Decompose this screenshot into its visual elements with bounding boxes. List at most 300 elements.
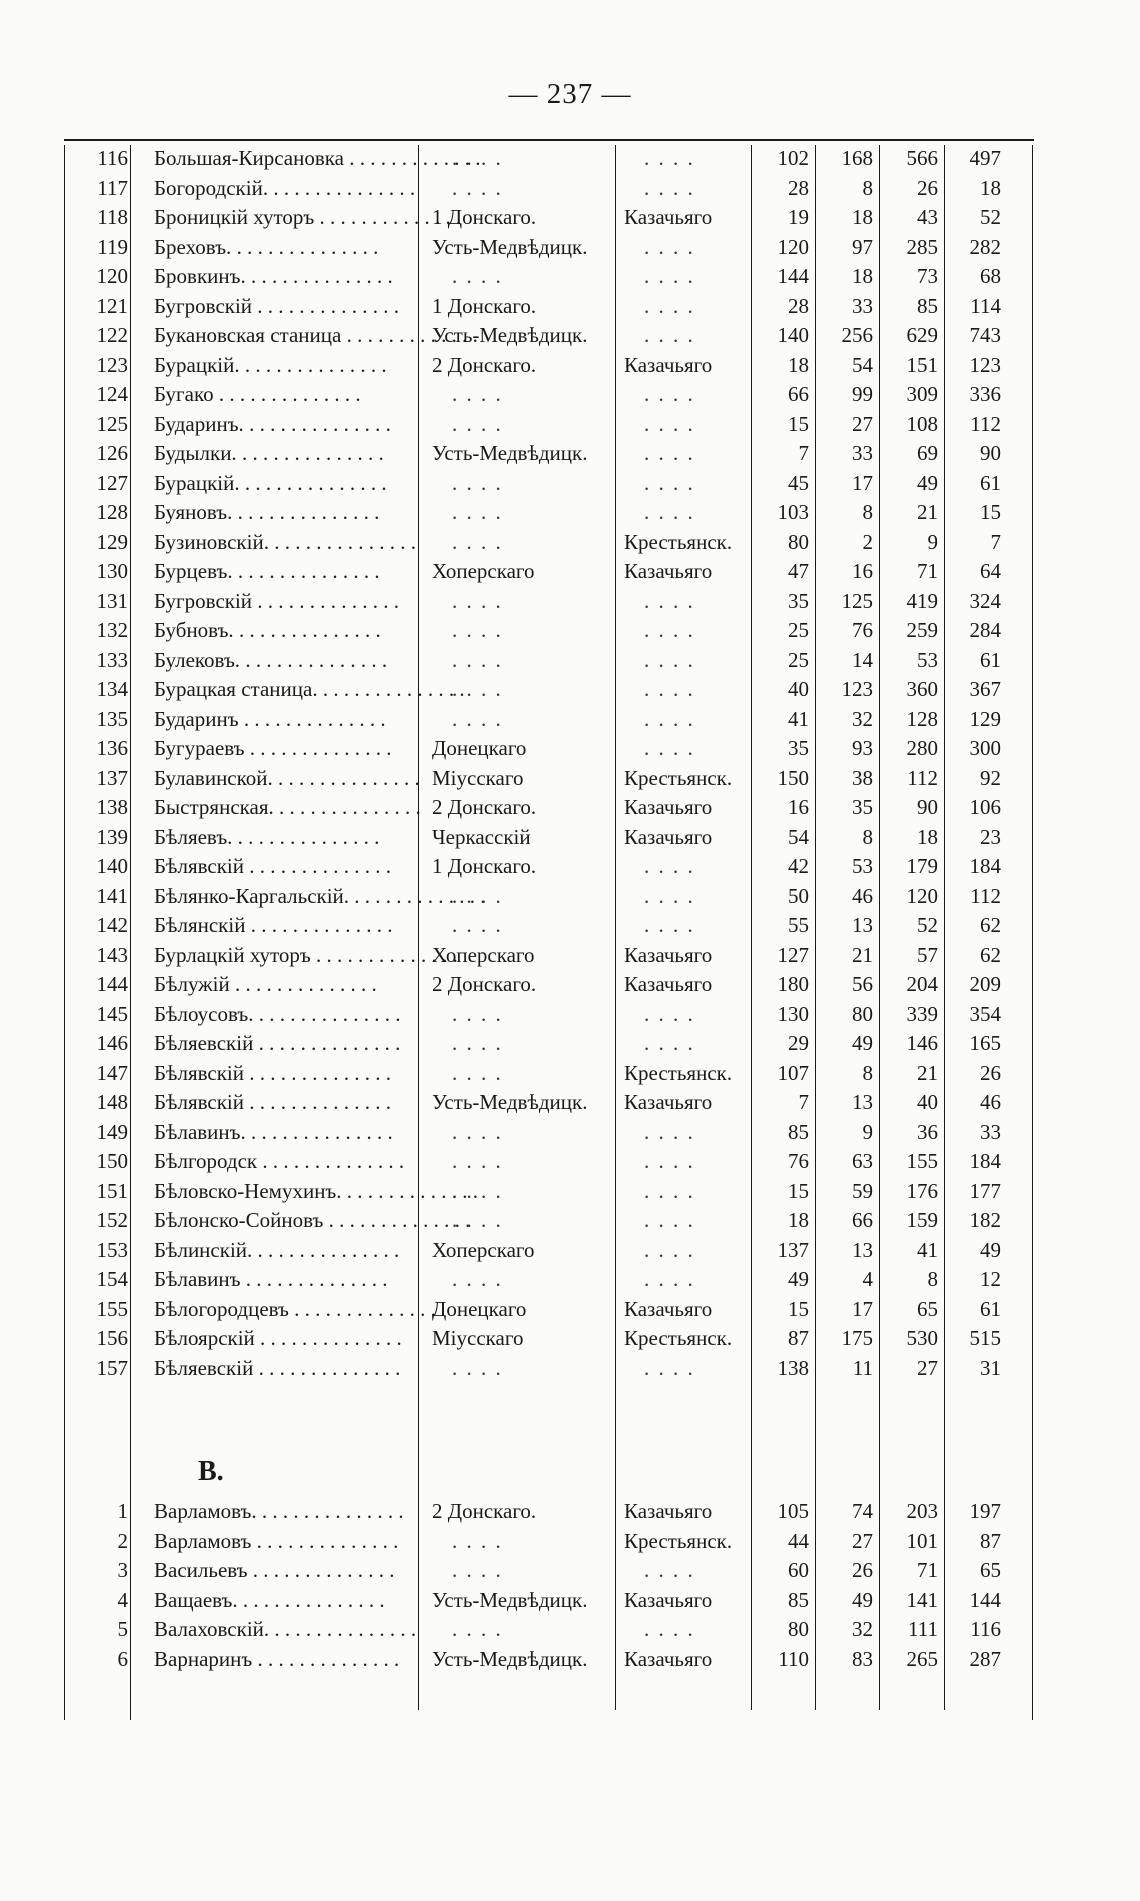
- table-row: [64, 1645, 1034, 1674]
- table-row: [64, 203, 1034, 232]
- settlement-name: Бударинъ . .: [154, 705, 484, 734]
- district: . . . .: [452, 1528, 503, 1553]
- value-2: 168: [841, 146, 873, 170]
- value-2: 33: [852, 293, 873, 318]
- value-1: 55: [788, 913, 809, 937]
- value-2: 46: [852, 883, 873, 908]
- estate-class: . . . .: [644, 234, 695, 259]
- value-3: 57: [917, 942, 938, 967]
- value-3: 65: [917, 1296, 938, 1321]
- value-2: 59: [852, 1178, 873, 1203]
- value-1: 107: [777, 1060, 809, 1085]
- estate-class: . . . .: [644, 647, 695, 672]
- row-number: 152: [96, 1208, 128, 1232]
- estate-class: . . . .: [644, 1355, 695, 1380]
- estate-class: Казачьяго: [624, 1090, 713, 1114]
- value-4: 112: [970, 411, 1001, 436]
- estate-class: . . . .: [644, 323, 695, 347]
- value-3: 566: [906, 146, 938, 170]
- value-2: 49: [852, 1031, 873, 1055]
- value-1: 15: [788, 1296, 809, 1321]
- value-1: 76: [788, 1149, 809, 1173]
- row-number: 153: [96, 1237, 128, 1262]
- value-4: 46: [980, 1090, 1001, 1114]
- value-4: 182: [969, 1208, 1001, 1232]
- estate-class: . . . .: [644, 146, 695, 170]
- value-1: 150: [777, 765, 809, 790]
- row-number: 117: [97, 175, 128, 200]
- value-3: 8: [927, 1267, 938, 1291]
- value-1: 103: [777, 500, 809, 524]
- settlement-name: Бѣлогородцевъ . .: [154, 1295, 484, 1324]
- value-1: 42: [788, 854, 809, 878]
- value-1: 41: [788, 706, 809, 731]
- estate-class: . . . .: [644, 382, 695, 406]
- value-1: 18: [788, 1208, 809, 1232]
- value-3: 176: [906, 1178, 938, 1203]
- value-2: 18: [852, 205, 873, 229]
- settlement-name: Булавинской. . .: [154, 764, 484, 793]
- value-2: 13: [852, 1090, 873, 1114]
- value-3: 339: [906, 1001, 938, 1026]
- settlement-name: Бѣлявскій . .: [154, 1059, 484, 1088]
- district: . . . .: [452, 500, 503, 524]
- page-number: — 237 —: [508, 78, 632, 110]
- table-row: [64, 734, 1034, 763]
- value-1: 29: [788, 1031, 809, 1055]
- district: Міусскаго: [432, 765, 524, 790]
- settlement-name: Варламовъ . .: [154, 1527, 484, 1556]
- settlement-name: Бѣлужій . .: [154, 970, 484, 999]
- value-1: 127: [777, 942, 809, 967]
- table-row: [64, 646, 1034, 675]
- table-row: [64, 616, 1034, 645]
- district: . . . .: [452, 1558, 503, 1582]
- district: Хоперскаго: [432, 559, 535, 583]
- value-4: 61: [980, 470, 1001, 495]
- value-4: 165: [969, 1031, 1001, 1055]
- district: . . . .: [452, 1119, 503, 1144]
- table-row: [64, 587, 1034, 616]
- table-row: [64, 911, 1034, 940]
- value-3: 309: [906, 382, 938, 406]
- value-2: 80: [852, 1001, 873, 1026]
- row-number: 120: [96, 264, 128, 288]
- value-3: 285: [906, 234, 938, 259]
- row-number: 142: [96, 913, 128, 937]
- settlement-name: Варламовъ. . .: [154, 1497, 484, 1526]
- value-1: 44: [788, 1528, 809, 1553]
- table-row: [64, 439, 1034, 468]
- estate-class: . . . .: [644, 1119, 695, 1144]
- value-4: 367: [969, 677, 1001, 701]
- table-row: [64, 1615, 1034, 1644]
- value-2: 13: [852, 1237, 873, 1262]
- settlement-name: Бѣляевскій . .: [154, 1354, 484, 1383]
- value-1: 85: [788, 1119, 809, 1144]
- row-number: 145: [96, 1001, 128, 1026]
- district: . . . .: [452, 382, 503, 406]
- settlement-name: Бѣляевъ. . .: [154, 823, 484, 852]
- row-number: 119: [97, 234, 128, 259]
- district: . . . .: [452, 883, 503, 908]
- settlement-name: Варнаринъ . .: [154, 1645, 484, 1674]
- estate-class: . . . .: [644, 854, 695, 878]
- district: . . . .: [452, 1355, 503, 1380]
- value-2: 26: [852, 1558, 873, 1582]
- value-2: 93: [852, 736, 873, 760]
- district: Хоперскаго: [432, 1237, 535, 1262]
- table-row: [64, 1059, 1034, 1088]
- value-3: 203: [906, 1499, 938, 1523]
- value-2: 2: [862, 529, 873, 554]
- value-4: 61: [980, 1296, 1001, 1321]
- value-2: 33: [852, 441, 873, 465]
- district: . . . .: [452, 175, 503, 200]
- value-4: 62: [980, 942, 1001, 967]
- district: Усть-Медвѣдицк.: [432, 1587, 588, 1612]
- row-number: 135: [96, 706, 128, 731]
- value-2: 83: [852, 1646, 873, 1671]
- value-4: 184: [969, 1149, 1001, 1173]
- value-1: 85: [788, 1587, 809, 1612]
- value-2: 97: [852, 234, 873, 259]
- value-1: 28: [788, 293, 809, 318]
- value-2: 35: [852, 795, 873, 819]
- value-3: 71: [917, 559, 938, 583]
- value-3: 204: [906, 972, 938, 996]
- value-2: 16: [852, 559, 873, 583]
- section-letter: В.: [198, 1456, 224, 1487]
- value-2: 8: [862, 1060, 873, 1085]
- district: . . . .: [452, 1001, 503, 1026]
- table-row: [64, 469, 1034, 498]
- value-1: 80: [788, 1617, 809, 1641]
- value-4: 31: [980, 1355, 1001, 1380]
- value-3: 27: [917, 1355, 938, 1380]
- value-4: 106: [969, 795, 1001, 819]
- row-number: 130: [96, 559, 128, 583]
- value-2: 99: [852, 382, 873, 406]
- value-4: 23: [980, 824, 1001, 849]
- value-3: 146: [906, 1031, 938, 1055]
- value-2: 54: [852, 352, 873, 377]
- value-1: 15: [788, 411, 809, 436]
- value-3: 155: [906, 1149, 938, 1173]
- value-1: 110: [778, 1646, 809, 1671]
- estate-class: . . . .: [644, 441, 695, 465]
- value-1: 137: [777, 1237, 809, 1262]
- value-1: 180: [777, 972, 809, 996]
- value-1: 130: [777, 1001, 809, 1026]
- estate-class: . . . .: [644, 883, 695, 908]
- value-1: 120: [777, 234, 809, 259]
- table-row: [64, 1236, 1034, 1265]
- estate-class: Казачьяго: [624, 972, 713, 996]
- value-2: 18: [852, 264, 873, 288]
- district: Черкасскій: [432, 824, 531, 849]
- value-1: 35: [788, 736, 809, 760]
- table-row: [64, 675, 1034, 704]
- settlement-name: Быстрянская. . .: [154, 793, 484, 822]
- table-row: [64, 793, 1034, 822]
- value-4: 354: [969, 1001, 1001, 1026]
- value-4: 209: [969, 972, 1001, 996]
- estate-class: Казачьяго: [624, 1499, 713, 1523]
- value-3: 128: [906, 706, 938, 731]
- value-1: 18: [788, 352, 809, 377]
- row-number: 4: [117, 1587, 128, 1612]
- estate-class: . . . .: [644, 1178, 695, 1203]
- value-3: 26: [917, 175, 938, 200]
- row-number: 2: [117, 1528, 128, 1553]
- estate-class: . . . .: [644, 1208, 695, 1232]
- row-number: 138: [96, 795, 128, 819]
- settlement-name: Бурацкій. . .: [154, 469, 484, 498]
- district: 1 Донскаго.: [432, 205, 537, 229]
- table-row: [64, 764, 1034, 793]
- row-number: 157: [96, 1355, 128, 1380]
- district: Донецкаго: [432, 736, 527, 760]
- table-row: [64, 321, 1034, 350]
- row-number: 126: [96, 441, 128, 465]
- district: 2 Донскаго.: [432, 1499, 537, 1523]
- district: . . . .: [452, 677, 503, 701]
- row-number: 124: [96, 382, 128, 406]
- value-4: 287: [969, 1646, 1001, 1671]
- value-3: 280: [906, 736, 938, 760]
- table-row: [64, 1265, 1034, 1294]
- value-3: 21: [917, 500, 938, 524]
- estate-class: Крестьянск.: [624, 1528, 733, 1553]
- settlement-name: Большая-Кирсановка . .: [154, 144, 484, 173]
- settlement-name: Бузиновскій. . .: [154, 528, 484, 557]
- settlement-name: Бѣлявскій . .: [154, 1088, 484, 1117]
- value-2: 175: [841, 1326, 873, 1350]
- value-2: 27: [852, 411, 873, 436]
- value-4: 26: [980, 1060, 1001, 1085]
- settlement-name: Бурацкая станица. . .: [154, 675, 484, 704]
- district: . . . .: [452, 1031, 503, 1055]
- row-number: 151: [96, 1178, 128, 1203]
- row-number: 3: [117, 1558, 128, 1582]
- value-1: 60: [788, 1558, 809, 1582]
- settlement-name: Будылки. . .: [154, 439, 484, 468]
- table-row: [64, 1088, 1034, 1117]
- table-row: [64, 970, 1034, 999]
- value-3: 41: [917, 1237, 938, 1262]
- value-1: 50: [788, 883, 809, 908]
- settlement-name: Бурацкій. . .: [154, 351, 484, 380]
- value-2: 9: [862, 1119, 873, 1144]
- estate-class: Казачьяго: [624, 352, 713, 377]
- value-4: 62: [980, 913, 1001, 937]
- value-3: 419: [906, 588, 938, 613]
- district: . . . .: [452, 647, 503, 672]
- district: . . . .: [452, 1149, 503, 1173]
- district: Міусскаго: [432, 1326, 524, 1350]
- value-2: 66: [852, 1208, 873, 1232]
- value-1: 16: [788, 795, 809, 819]
- estate-class: Казачьяго: [624, 205, 713, 229]
- value-3: 108: [906, 411, 938, 436]
- value-2: 8: [862, 175, 873, 200]
- value-2: 74: [852, 1499, 873, 1523]
- row-number: 122: [96, 323, 128, 347]
- row-number: 147: [96, 1060, 128, 1085]
- value-3: 159: [906, 1208, 938, 1232]
- value-3: 629: [906, 323, 938, 347]
- value-2: 123: [841, 677, 873, 701]
- table-row: [64, 882, 1034, 911]
- settlement-name: Бугровскій . .: [154, 587, 484, 616]
- row-number: 136: [96, 736, 128, 760]
- value-4: 129: [969, 706, 1001, 731]
- value-3: 43: [917, 205, 938, 229]
- value-3: 151: [906, 352, 938, 377]
- row-number: 129: [96, 529, 128, 554]
- value-4: 61: [980, 647, 1001, 672]
- value-3: 71: [917, 1558, 938, 1582]
- district: . . . .: [452, 146, 503, 170]
- table-row: [64, 1147, 1034, 1176]
- value-2: 63: [852, 1149, 873, 1173]
- district: . . . .: [452, 470, 503, 495]
- value-1: 102: [777, 146, 809, 170]
- table-row: [64, 292, 1034, 321]
- value-4: 515: [969, 1326, 1001, 1350]
- value-4: 7: [990, 529, 1001, 554]
- value-1: 87: [788, 1326, 809, 1350]
- value-1: 66: [788, 382, 809, 406]
- table-row: [64, 1029, 1034, 1058]
- row-number: 137: [96, 765, 128, 790]
- value-3: 85: [917, 293, 938, 318]
- value-1: 138: [777, 1355, 809, 1380]
- row-number: 148: [96, 1090, 128, 1114]
- value-3: 18: [917, 824, 938, 849]
- row-number: 1: [117, 1499, 128, 1523]
- settlement-name: Бѣлоусовъ. . .: [154, 1000, 484, 1029]
- value-4: 743: [969, 323, 1001, 347]
- value-2: 56: [852, 972, 873, 996]
- table-row: [64, 941, 1034, 970]
- estate-class: . . . .: [644, 706, 695, 731]
- value-4: 90: [980, 441, 1001, 465]
- value-2: 76: [852, 618, 873, 642]
- table-row: [64, 1118, 1034, 1147]
- value-4: 282: [969, 234, 1001, 259]
- settlement-name: Бровкинъ. . .: [154, 262, 484, 291]
- value-2: 49: [852, 1587, 873, 1612]
- district: Донецкаго: [432, 1296, 527, 1321]
- estate-class: . . . .: [644, 618, 695, 642]
- district: . . . .: [452, 264, 503, 288]
- row-number: 149: [96, 1119, 128, 1144]
- value-2: 21: [852, 942, 873, 967]
- value-3: 52: [917, 913, 938, 937]
- settlement-name: Бреховъ. . .: [154, 233, 484, 262]
- value-3: 259: [906, 618, 938, 642]
- settlement-name: Бугровскій . .: [154, 292, 484, 321]
- district: Усть-Медвѣдицк.: [432, 1090, 588, 1114]
- value-2: 38: [852, 765, 873, 790]
- district: . . . .: [452, 1267, 503, 1291]
- settlement-name: Бѣлянко-Каргальскій. . .: [154, 882, 484, 911]
- value-3: 73: [917, 264, 938, 288]
- value-3: 21: [917, 1060, 938, 1085]
- table-top-rule: [64, 139, 1034, 141]
- table-row: [64, 233, 1034, 262]
- value-1: 45: [788, 470, 809, 495]
- estate-class: . . . .: [644, 677, 695, 701]
- value-4: 64: [980, 559, 1001, 583]
- table-row: [64, 144, 1034, 173]
- table-row: [64, 1354, 1034, 1383]
- table-row: [64, 528, 1034, 557]
- district: . . . .: [452, 1178, 503, 1203]
- value-2: 11: [852, 1355, 873, 1380]
- value-1: 7: [798, 441, 809, 465]
- value-1: 15: [788, 1178, 809, 1203]
- value-4: 497: [969, 146, 1001, 170]
- settlement-name: Бѣляевскій . .: [154, 1029, 484, 1058]
- estate-class: . . . .: [644, 913, 695, 937]
- estate-class: . . . .: [644, 411, 695, 436]
- estate-class: Казачьяго: [624, 942, 713, 967]
- value-4: 15: [980, 500, 1001, 524]
- row-number: 116: [97, 146, 128, 170]
- value-1: 80: [788, 529, 809, 554]
- value-3: 9: [927, 529, 938, 554]
- value-2: 13: [852, 913, 873, 937]
- district: Хоперскаго: [432, 942, 535, 967]
- value-3: 49: [917, 470, 938, 495]
- district: . . . .: [452, 588, 503, 613]
- estate-class: Казачьяго: [624, 1296, 713, 1321]
- estate-class: . . . .: [644, 500, 695, 524]
- district: 2 Донскаго.: [432, 795, 537, 819]
- row-number: 144: [96, 972, 128, 996]
- table-row: [64, 262, 1034, 291]
- value-4: 52: [980, 205, 1001, 229]
- value-2: 27: [852, 1528, 873, 1553]
- value-1: 54: [788, 824, 809, 849]
- value-3: 101: [906, 1528, 938, 1553]
- settlement-name: Валаховскій. . .: [154, 1615, 484, 1644]
- value-2: 32: [852, 706, 873, 731]
- value-3: 111: [908, 1617, 938, 1641]
- estate-class: . . . .: [644, 736, 695, 760]
- value-3: 40: [917, 1090, 938, 1114]
- value-4: 116: [970, 1617, 1001, 1641]
- estate-class: . . . .: [644, 1149, 695, 1173]
- estate-class: . . . .: [644, 1237, 695, 1262]
- row-number: 154: [96, 1267, 128, 1291]
- value-4: 49: [980, 1237, 1001, 1262]
- district: . . . .: [452, 529, 503, 554]
- value-2: 8: [862, 824, 873, 849]
- district: 1 Донскаго.: [432, 854, 537, 878]
- value-3: 120: [906, 883, 938, 908]
- table-row: [64, 1324, 1034, 1353]
- estate-class: . . . .: [644, 1001, 695, 1026]
- district: 2 Донскаго.: [432, 972, 537, 996]
- settlement-name: Бѣлоярскій . .: [154, 1324, 484, 1353]
- table-row: [64, 380, 1034, 409]
- value-1: 7: [798, 1090, 809, 1114]
- estate-class: . . . .: [644, 264, 695, 288]
